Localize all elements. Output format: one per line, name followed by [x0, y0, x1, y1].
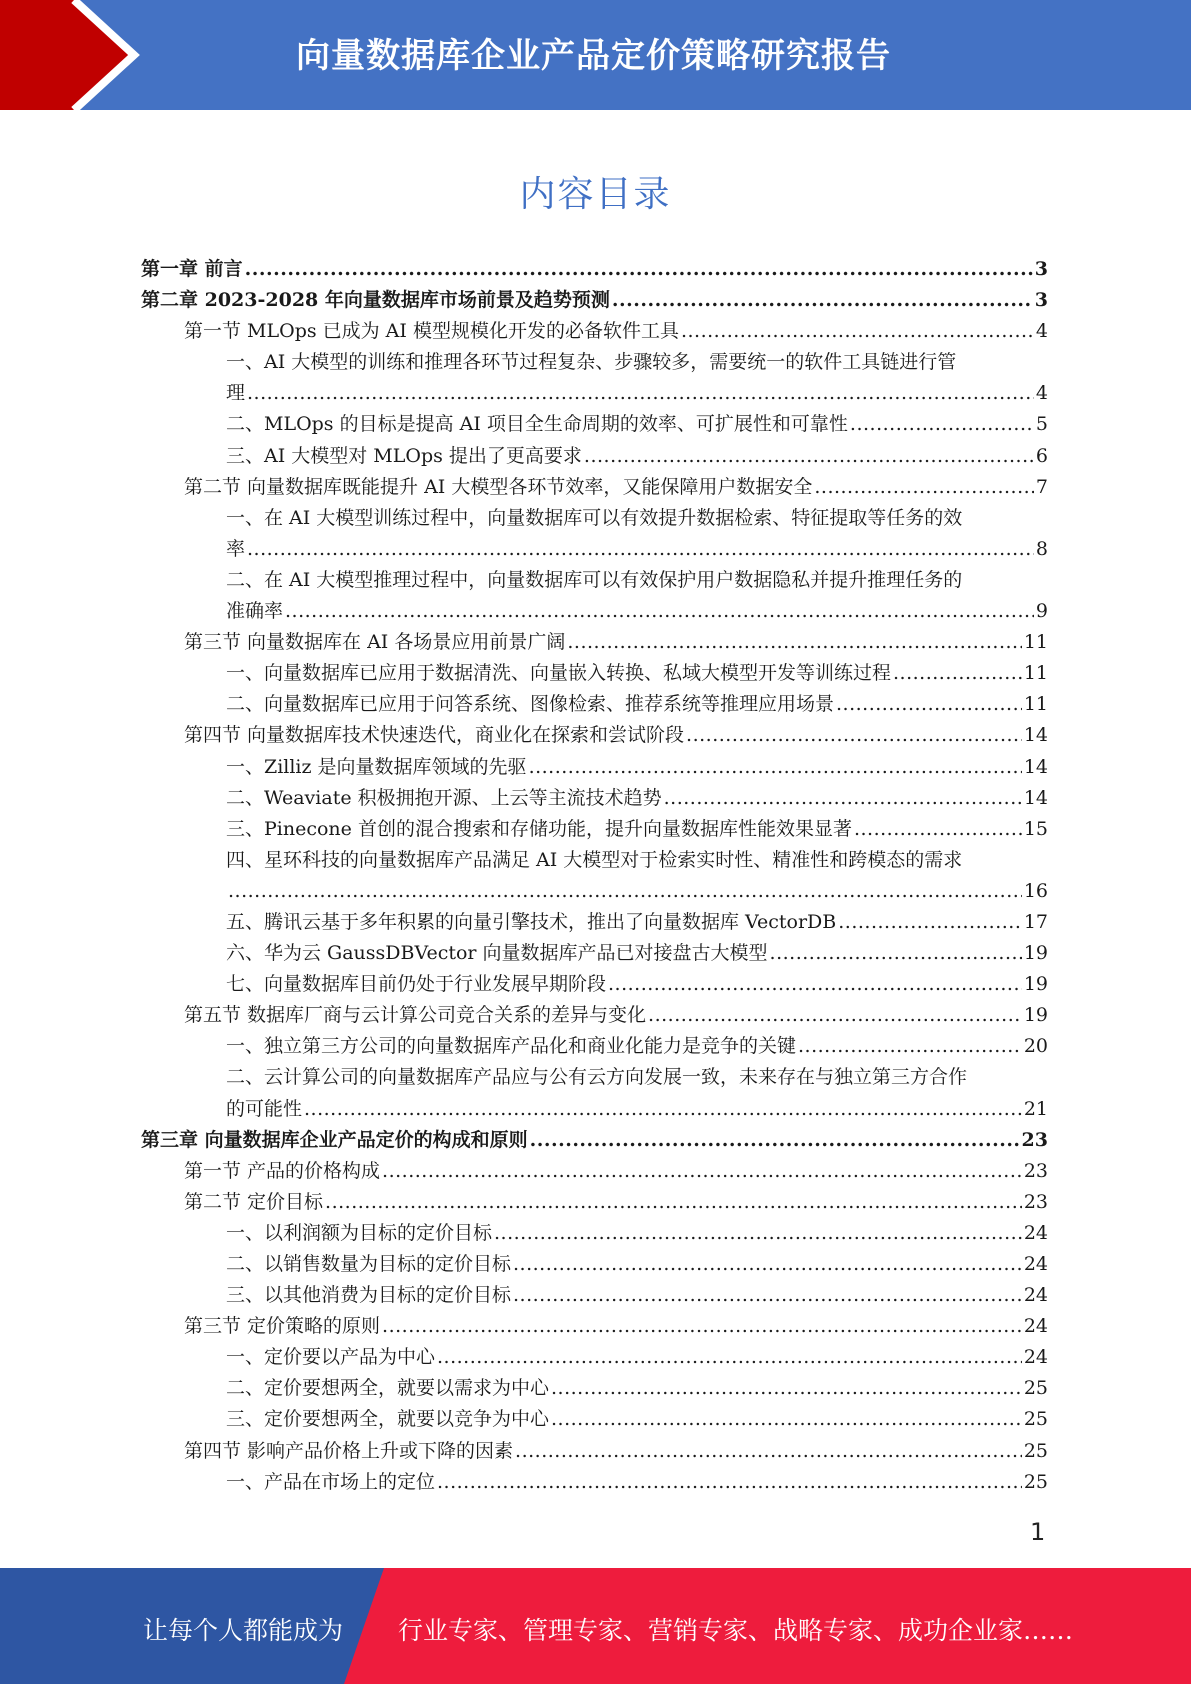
toc-page-number: 23 — [1023, 1159, 1048, 1182]
table-of-contents — [141, 254, 1048, 1498]
toc-leader-dots — [854, 814, 1022, 845]
toc-page-number: 17 — [1023, 910, 1048, 933]
toc-entry-title: 第二节 定价目标 — [184, 1190, 324, 1213]
toc-leader-dots — [513, 1249, 1022, 1280]
toc-entry[interactable] — [141, 409, 1048, 440]
toc-leader-dots — [515, 1436, 1022, 1467]
toc-page-number: 4 — [1035, 382, 1048, 405]
toc-leader-dots — [686, 720, 1022, 751]
toc-entry-title: 率 — [226, 537, 246, 560]
toc-entry[interactable] — [141, 1062, 1048, 1124]
toc-leader-dots — [285, 596, 1034, 627]
toc-entry-title: 第三章 向量数据库企业产品定价的构成和原则 — [141, 1128, 528, 1151]
page-header — [0, 0, 1191, 110]
toc-entry-title: 的可能性 — [226, 1097, 303, 1120]
toc-entry[interactable] — [141, 1280, 1048, 1311]
toc-entry-title: 二、以销售数量为目标的定价目标 — [226, 1253, 512, 1275]
toc-entry[interactable] — [141, 347, 1048, 409]
toc-page-number: 14 — [1023, 755, 1048, 778]
toc-page-number: 19 — [1023, 942, 1048, 965]
toc-leader-dots — [325, 1187, 1022, 1218]
toc-entry[interactable] — [141, 969, 1048, 1000]
toc-entry[interactable] — [141, 1156, 1048, 1187]
toc-entry-title: 第四节 向量数据库技术快速迭代，商业化在探索和尝试阶段 — [184, 724, 685, 747]
toc-entry-title: 二、向量数据库已应用于问答系统、图像检索、推荐系统等推理应用场景 — [226, 693, 835, 716]
toc-page-number: 4 — [1035, 320, 1048, 343]
toc-entry-title: 第一节 MLOps 已成为 AI 模型规模化开发的必备软件工具 — [184, 320, 679, 343]
toc-entry[interactable] — [141, 254, 1048, 285]
toc-entry-title: 一、AI 大模型的训练和推理各环节过程复杂、步骤较多，需要统一的软件工具链进行管 — [226, 351, 957, 374]
toc-entry-title: 一、在 AI 大模型训练过程中，向量数据库可以有效提升数据检索、特征提取等任务的效 — [226, 506, 963, 529]
toc-leader-dots — [551, 1404, 1022, 1435]
footer-slogan-right: 行业专家、管理专家、营销专家、战略专家、成功企业家…… — [398, 1616, 1074, 1645]
report-title: 向量数据库企业产品定价策略研究报告 — [296, 36, 891, 76]
page-footer — [0, 1568, 1191, 1684]
toc-entry-title: 六、华为云 GaussDBVector 向量数据库产品已对接盘古大模型 — [226, 942, 768, 965]
toc-entry[interactable] — [141, 1031, 1048, 1062]
toc-entry-title: 一、Zilliz 是向量数据库领域的先驱 — [226, 755, 527, 778]
toc-entry[interactable] — [141, 472, 1048, 503]
toc-page-number: 11 — [1023, 662, 1048, 685]
toc-entry[interactable] — [141, 1311, 1048, 1342]
toc-leader-dots — [850, 409, 1034, 440]
toc-entry[interactable] — [141, 814, 1048, 845]
toc-page-number: 11 — [1023, 631, 1048, 654]
toc-entry-title: 第三节 定价策略的原则 — [184, 1315, 381, 1338]
toc-entry-title: 五、腾讯云基于多年积累的向量引擎技术，推出了向量数据库 VectorDB — [226, 910, 837, 933]
footer-slogan-left: 让每个人都能成为 — [143, 1616, 344, 1645]
toc-page-number: 24 — [1023, 1315, 1048, 1338]
toc-entry-title: 一、产品在市场上的定位 — [226, 1470, 436, 1493]
toc-leader-dots — [382, 1311, 1022, 1342]
toc-entry[interactable] — [141, 689, 1048, 720]
toc-page-number: 16 — [1023, 879, 1048, 902]
toc-entry[interactable] — [141, 285, 1048, 316]
toc-page-number: 7 — [1035, 475, 1048, 498]
toc-entry-title: 一、独立第三方公司的向量数据库产品化和商业化能力是竞争的关键 — [226, 1035, 797, 1058]
toc-page-number: 23 — [1021, 1128, 1048, 1151]
toc-entry[interactable] — [141, 627, 1048, 658]
toc-leader-dots — [245, 254, 1033, 285]
toc-leader-dots — [530, 1125, 1020, 1156]
toc-leader-dots — [382, 1156, 1022, 1187]
toc-entry[interactable] — [141, 752, 1048, 783]
toc-leader-dots — [612, 285, 1033, 316]
toc-page-number: 24 — [1023, 1284, 1048, 1307]
toc-page-number: 25 — [1023, 1408, 1048, 1431]
toc-page-number: 5 — [1035, 413, 1048, 436]
toc-leader-dots — [494, 1218, 1022, 1249]
toc-entry-title: 第四节 影响产品价格上升或下降的因素 — [184, 1439, 514, 1462]
toc-leader-dots — [648, 1000, 1022, 1031]
toc-entry[interactable] — [141, 1373, 1048, 1404]
toc-page-number: 25 — [1023, 1439, 1048, 1462]
toc-entry[interactable] — [141, 938, 1048, 969]
toc-leader-dots — [798, 1031, 1022, 1062]
toc-page-number: 25 — [1023, 1470, 1048, 1493]
toc-leader-dots — [836, 689, 1022, 720]
toc-entry-title: 七、向量数据库目前仍处于行业发展早期阶段 — [226, 973, 607, 996]
toc-page-number: 9 — [1035, 600, 1048, 623]
toc-entry[interactable] — [141, 503, 1048, 565]
toc-entry[interactable] — [141, 720, 1048, 751]
toc-page-number: 19 — [1023, 1004, 1048, 1027]
toc-entry[interactable] — [141, 783, 1048, 814]
toc-leader-dots — [567, 627, 1021, 658]
toc-entry-title: 理 — [226, 382, 246, 405]
toc-entry-title: 三、Pinecone 首创的混合搜索和存储功能，提升向量数据库性能效果显著 — [226, 817, 852, 840]
toc-leader-dots — [551, 1373, 1022, 1404]
toc-page-number: 25 — [1023, 1377, 1048, 1400]
toc-entry-title: 一、以利润额为目标的定价目标 — [226, 1221, 493, 1244]
header-arrow-icon — [0, 0, 160, 110]
toc-entry[interactable] — [141, 845, 1048, 907]
toc-entry-title: 第五节 数据库厂商与云计算公司竞合关系的差异与变化 — [184, 1004, 647, 1027]
toc-entry-title: 二、定价要想两全，就要以需求为中心 — [226, 1377, 550, 1400]
toc-entry[interactable] — [141, 658, 1048, 689]
toc-page-number: 21 — [1023, 1097, 1048, 1120]
toc-entry-title: 第一节 产品的价格构成 — [184, 1159, 381, 1182]
toc-entry-title: 二、Weaviate 积极拥抱开源、上云等主流技术趋势 — [226, 786, 662, 809]
toc-entry-title: 三、AI 大模型对 MLOps 提出了更高要求 — [226, 444, 582, 467]
toc-entry-title: 二、在 AI 大模型推理过程中，向量数据库可以有效保护用户数据隐私并提升推理任务的 — [226, 568, 963, 591]
toc-entry-title: 第二章 2023-2028 年向量数据库市场前景及趋势预测 — [141, 289, 610, 312]
toc-entry-title: 第一章 前言 — [141, 258, 243, 280]
page-number: 1 — [1030, 1518, 1046, 1546]
toc-entry[interactable] — [141, 1249, 1048, 1280]
toc-entry[interactable] — [141, 1000, 1048, 1031]
toc-entry[interactable] — [141, 316, 1048, 347]
toc-leader-dots — [304, 1094, 1022, 1125]
toc-entry[interactable] — [141, 1404, 1048, 1435]
toc-page-number: 6 — [1035, 444, 1048, 467]
toc-leader-dots — [584, 441, 1034, 472]
toc-page-number: 20 — [1023, 1035, 1048, 1058]
toc-leader-dots — [228, 876, 1022, 907]
toc-entry[interactable] — [141, 565, 1048, 627]
toc-leader-dots — [893, 658, 1022, 689]
toc-leader-dots — [608, 969, 1022, 1000]
toc-page-number: 8 — [1035, 537, 1048, 560]
toc-page-number: 23 — [1023, 1190, 1048, 1213]
toc-leader-dots — [814, 472, 1034, 503]
toc-entry[interactable] — [141, 1342, 1048, 1373]
toc-leader-dots — [664, 783, 1022, 814]
toc-entry-title: 一、定价要以产品为中心 — [226, 1346, 436, 1369]
toc-leader-dots — [247, 378, 1034, 409]
toc-entry[interactable] — [141, 1436, 1048, 1467]
toc-page-number: 24 — [1023, 1253, 1048, 1275]
toc-page-number: 15 — [1023, 817, 1048, 840]
toc-page-number: 3 — [1034, 289, 1048, 312]
toc-page-number: 14 — [1023, 724, 1048, 747]
toc-page-number: 14 — [1023, 786, 1048, 809]
toc-entry[interactable] — [141, 1125, 1048, 1156]
toc-entry-title: 一、向量数据库已应用于数据清洗、向量嵌入转换、私域大模型开发等训练过程 — [226, 662, 892, 685]
toc-entry-title: 二、MLOps 的目标是提高 AI 项目全生命周期的效率、可扩展性和可靠性 — [226, 413, 848, 436]
toc-entry[interactable] — [141, 441, 1048, 472]
toc-page-number: 3 — [1034, 258, 1048, 280]
toc-entry-title: 第二节 向量数据库既能提升 AI 大模型各环节效率，又能保障用户数据安全 — [184, 475, 813, 498]
toc-entry-title: 三、定价要想两全，就要以竞争为中心 — [226, 1408, 550, 1431]
toc-entry[interactable] — [141, 1187, 1048, 1218]
toc-leader-dots — [681, 316, 1034, 347]
toc-entry[interactable] — [141, 1467, 1048, 1498]
toc-leader-dots — [770, 938, 1022, 969]
toc-leader-dots — [247, 534, 1034, 565]
toc-page-number: 24 — [1023, 1346, 1048, 1369]
toc-heading: 内容目录 — [519, 174, 672, 215]
toc-page-number: 19 — [1023, 973, 1048, 996]
toc-entry-title: 第三节 向量数据库在 AI 各场景应用前景广阔 — [184, 631, 566, 654]
toc-entry-title: 四、星环科技的向量数据库产品满足 AI 大模型对于检索实时性、精准性和跨模态的需求 — [226, 848, 963, 871]
toc-page-number: 24 — [1023, 1221, 1048, 1244]
toc-entry[interactable] — [141, 907, 1048, 938]
toc-entry-title: 准确率 — [226, 600, 284, 623]
toc-leader-dots — [513, 1280, 1022, 1311]
toc-page-number: 11 — [1023, 693, 1048, 716]
toc-leader-dots — [529, 752, 1022, 783]
toc-leader-dots — [437, 1467, 1022, 1498]
toc-entry[interactable] — [141, 1218, 1048, 1249]
toc-leader-dots — [838, 907, 1022, 938]
toc-entry-title: 三、以其他消费为目标的定价目标 — [226, 1284, 512, 1307]
toc-leader-dots — [437, 1342, 1022, 1373]
toc-entry-title: 二、云计算公司的向量数据库产品应与公有云方向发展一致，未来存在与独立第三方合作 — [226, 1066, 968, 1089]
